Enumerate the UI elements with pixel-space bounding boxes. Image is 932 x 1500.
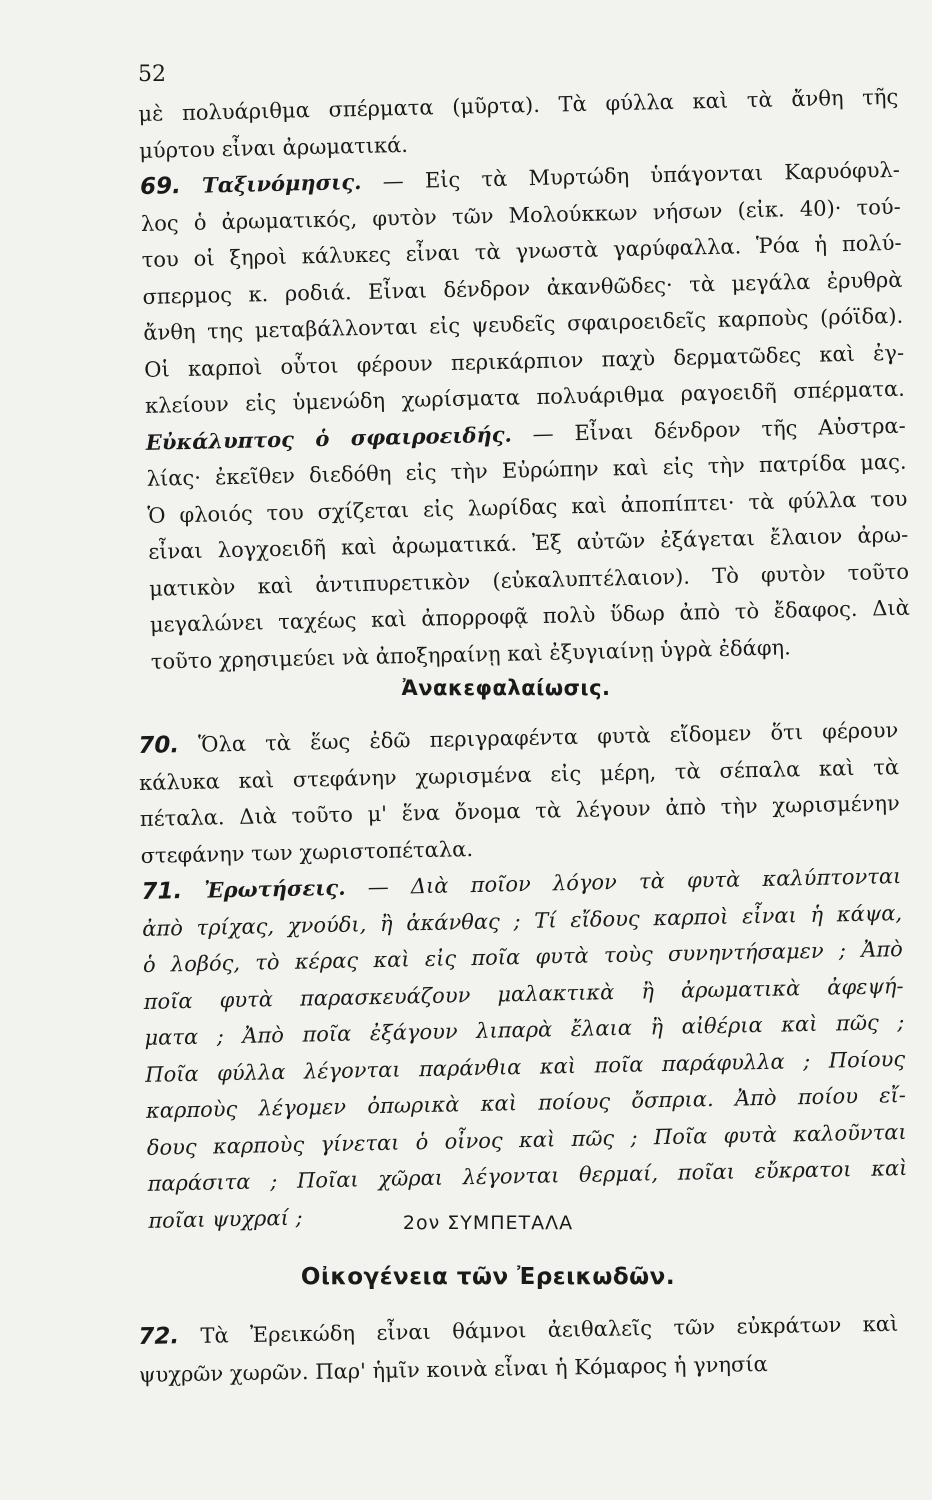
text-line: πέταλα. Διὰ τοῦτο μ' ἕνα ὄνομα τὰ λέγουν ἀπὸ τὴν χωρισμένην <box>139 791 900 831</box>
text-line: ποῖαι ψυχραί ; <box>148 1205 303 1233</box>
text-line: ματικὸν καὶ ἀντιπυρετικὸν (εὐκαλυπτέλαιον). Τὸ φυτὸν τοῦτο <box>148 559 910 601</box>
text-line: σπερμος κ. ροδιά. Εἶναι δένδρον ἀκανθῶδες· τὰ μεγάλα ἐρυθρὰ <box>142 267 903 309</box>
paragraph-title: Ταξινόμησις. <box>201 168 362 198</box>
text-line: — Εἰς τὰ Μυρτώδη ὑπάγονται Καρυόφυλ- <box>382 157 901 194</box>
top-text-block <box>138 79 911 680</box>
paragraph-number: 72. <box>138 1323 180 1350</box>
text-line: μὲ πολυάριθμα σπέρματα (μῦρτα). Τὰ φύλλα καὶ τὰ ἄνθη τῆς <box>138 84 899 126</box>
middle-text-block <box>138 712 909 1239</box>
text-line: κάλυκα καὶ στεφάνην χωρισμένα εἰς μέρη, τὰ σέπαλα καὶ τὰ <box>138 754 900 795</box>
text-line: μύρτου εἶναι ἀρωματικά. <box>138 132 409 163</box>
text-line: τοῦτο χρησιμεύει νὰ ἀποξηραίνῃ καὶ ἐξυγιαίνῃ ὑγρὰ ἐδάφη. <box>150 634 791 674</box>
text-line: δους καρποὺς γίνεται ὁ οἶνος καὶ πῶς ; Ποῖα φυτὰ καλοῦνται <box>146 1119 907 1160</box>
text-line: παράσιτα ; Ποῖαι χῶραι λέγονται θερμαί, ποῖαι εὔκρατοι καὶ <box>147 1155 908 1196</box>
text-line: Ποῖα φύλλα λέγονται παράνθια καὶ ποῖα παράφυλλα ; Ποίους <box>145 1046 906 1087</box>
text-line: καρποὺς λέγομεν ὀπωρικὰ καὶ ποίους ὄσπρια. Ἀπὸ ποίου εἴ- <box>145 1083 907 1123</box>
text-line: ὁ λοβός, τὸ κέρας καὶ εἰς ποῖα φυτὰ τοὺς συνηντήσαμεν ; Ἀπὸ <box>142 937 904 977</box>
page-number: 52 <box>138 62 166 87</box>
text-line: του οἱ ξηροὶ κάλυκες εἶναι τὰ γνωστὰ γαρύφαλλα. Ῥόα ἡ πολύ- <box>141 230 902 272</box>
text-line: — Διὰ ποῖον λόγον τὰ φυτὰ καλύπτονται <box>367 864 902 900</box>
text-line: Τὰ Ἐρεικώδη εἶναι θάμνοι ἀειθαλεῖς τῶν εὐκράτων καὶ <box>200 1311 899 1348</box>
paragraph-title: Ἐρωτήσεις. <box>204 874 346 903</box>
bottom-text-block <box>138 1305 899 1394</box>
text-line: ἀπὸ τρίχας, χνούδι, ἢ ἀκάνθας ; Τί εἴδους καρποὶ εἶναι ἡ κάψα, <box>141 900 903 941</box>
paragraph-number: 69. <box>139 173 182 200</box>
paragraph-number: 70. <box>138 732 180 759</box>
text-line: Ὅλα τὰ ἕως ἐδῶ περιγραφέντα φυτὰ εἴδομεν ὅτι φέρουν <box>198 718 899 757</box>
text-line: Ὁ φλοιός του σχίζεται εἰς λωρίδας καὶ ἀποπίπτει· τὰ φύλλα του <box>147 486 908 528</box>
text-line: ψυχρῶν χωρῶν. Παρ' ἡμῖν κοινὰ εἶναι ἡ Κόμαρος ἡ γνησία <box>138 1352 768 1387</box>
paragraph-number: 71. <box>141 878 183 905</box>
text-line: μεγαλώνει ταχέως καὶ ἀπορροφᾷ πολὺ ὕδωρ ἀπὸ τὸ ἔδαφος. Διὰ <box>149 595 911 637</box>
text-line: — Εἶναι δένδρον τῆς Αὐστρα- <box>532 413 906 446</box>
text-line: λίας· ἐκεῖθεν διεδόθη εἰς τὴν Εὐρώπην καὶ εἰς τὴν πατρίδα μας. <box>146 449 907 491</box>
family-heading: Οἰκογένεια τῶν Ἐρεικωδῶν. <box>300 1264 676 1290</box>
text-line: ποῖα φυτὰ παρασκευάζουν μαλακτικὰ ἢ ἀρωματικὰ ἀφεψή- <box>143 973 904 1014</box>
text-line: στεφάνην των χωριστοπέταλα. <box>140 836 474 868</box>
text-line: ἄνθη της μεταβάλλονται εἰς ψευδεῖς σφαιροειδεῖς καρποὺς (ρόϊδα). <box>143 303 904 345</box>
text-line: εἶναι λογχοειδῆ καὶ ἀρωματικά. Ἐξ αὐτῶν ἐξάγεται ἔλαιον ἀρω- <box>148 522 909 564</box>
recap-heading: Ἀνακεφαλαίωσις. <box>401 676 611 700</box>
text-line: λος ὁ ἀρωματικός, φυτὸν τῶν Μολούκκων νήσων (εἰκ. 40)· τού- <box>140 194 901 236</box>
section-subtitle: 2ον ΣΥΜΠΕΤΑΛΑ <box>402 1212 574 1234</box>
text-line: Οἱ καρποὶ οὗτοι φέρουν περικάρπιον παχὺ δερματῶδες καὶ ἐγ- <box>143 340 905 382</box>
paragraph-title: Εὐκάλυπτος ὁ σφαιροειδής. <box>145 421 513 455</box>
text-line: κλείουν εἰς ὑμενώδη χωρίσματα πολυάριθμα ραγοειδῆ σπέρματα. <box>144 376 906 418</box>
text-line: ματα ; Ἀπὸ ποῖα ἐξάγουν λιπαρὰ ἔλαια ἢ αἰθέρια καὶ πῶς ; <box>144 1010 905 1050</box>
